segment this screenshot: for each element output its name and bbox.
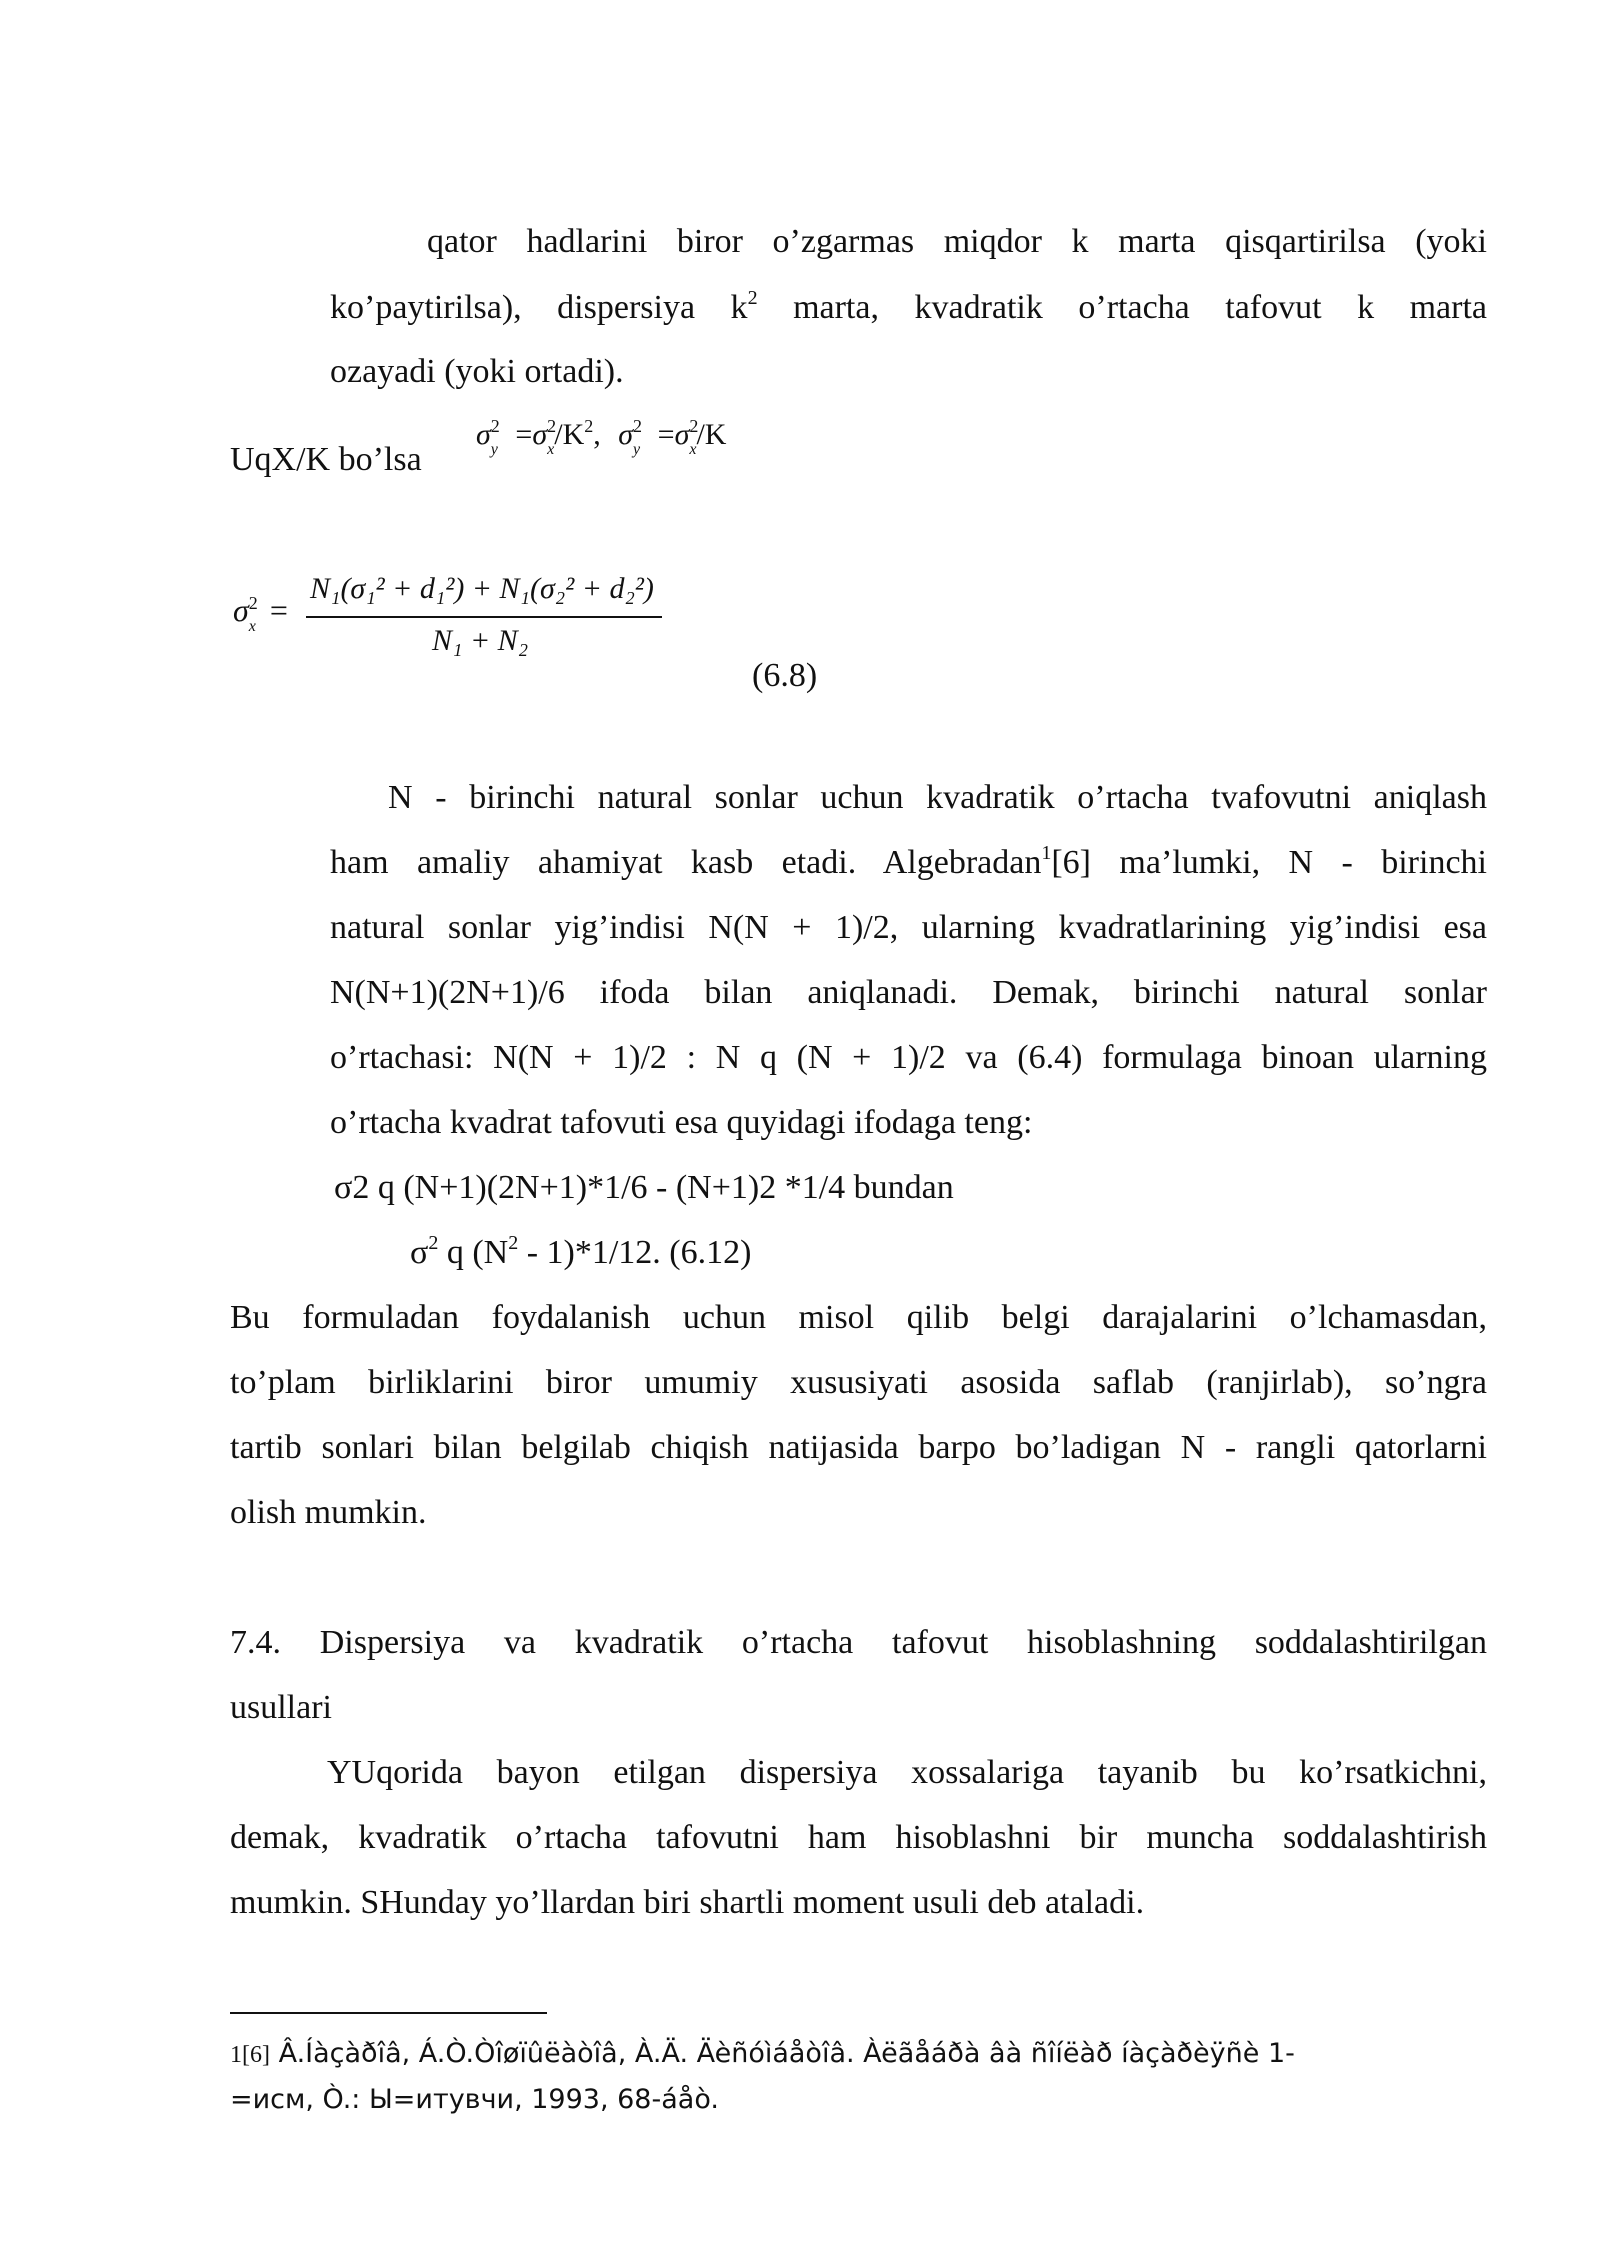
paragraph-line: olish mumkin. [230,1494,427,1531]
paragraph-line [330,288,1487,328]
paragraph-line: N(N+1)(2N+1)/6 ifoda bilan aniqlanadi. Demak, birinchi natural sonlar [330,974,1487,1011]
paragraph-line: o’rtacha kvadrat tafovuti esa quyidagi ifodaga teng: [330,1104,1033,1141]
text-run: ko’paytirilsa), dispersiya k [330,289,748,326]
paragraph-line: qator hadlarini biror o’zgarmas miqdor k marta qisqartirilsa (yoki [427,223,1487,260]
text-run: [6] ma’lumki, N - birinchi [1051,844,1487,881]
formula-numerator: N₁(σ₁² + d₁²) + N₁(σ₂² + d₂²) [310,572,654,605]
footnote-reference[interactable]: 1 [1041,842,1052,864]
paragraph-line: o’rtachasi: N(N + 1)/2 : N q (N + 1)/2 va (6.4) formulaga binoan ularning [330,1039,1487,1076]
text-run: marta, kvadratik o’rtacha tafovut k marta [757,289,1488,326]
text-run: q (N [438,1234,509,1271]
superscript: 2 [747,287,758,309]
fraction-bar [306,616,662,618]
paragraph-line [330,843,1487,883]
paragraph-line: YUqorida bayon etilgan dispersiya xossalariga tayanib bu ko’rsatkichni, [327,1754,1487,1791]
section-heading: 7.4. Dispersiya va kvadratik o’rtacha tafovut hisoblashning soddalashtirilgan [230,1624,1487,1661]
paragraph-line: ozayadi (yoki ortadi). [330,353,624,390]
formula-label: UqX/K bo’lsa [230,441,422,478]
text-run: - 1)*1/12. (6.12) [518,1234,752,1271]
superscript: 2 [508,1232,519,1254]
text-run: ham amaliy ahamiyat kasb etadi. Algebradan [330,844,1042,881]
paragraph-line: N - birinchi natural sonlar uchun kvadratik o’rtacha tvafovutni aniqlash [388,779,1487,816]
text-run: σ [410,1234,429,1271]
formula-line: σ2 q (N+1)(2N+1)*1/6 - (N+1)2 *1/4 bundan [334,1169,954,1206]
section-heading: usullari [230,1689,332,1726]
paragraph-line: natural sonlar yig’indisi N(N + 1)/2, ularning kvadratlarining yig’indisi esa [330,909,1487,946]
paragraph-line: demak, kvadratik o’rtacha tafovutni ham hisoblashni bir muncha soddalashtirish [230,1819,1487,1856]
equation-number: (6.8) [752,657,818,694]
footnote-mark: 1[6] [230,2042,270,2068]
paragraph-line: to’plam birliklarini biror umumiy xususiyati asosida saflab (ranjirlab), so’ngra [230,1364,1487,1401]
footnote-text: Â.Íàçàðîâ, Á.Ò.Òîøïûëàòîâ, À.Ä. Äèñóìáåòîâ. Àëãåáðà âà ñîíëàð íàçàðèÿñè 1- [269,2038,1295,2069]
variance-scaling-formula: $\sigma^2_y =\sigma^2_x/K^2$, $\sigma^2_y =\sigma^2_x/K$ [476,416,727,458]
formula-denominator: N₁ + N₂ [432,624,529,657]
footnote-line: =исм, Ò.: Ы=итувчи, 1993, 68-áåò. [230,2084,719,2115]
footnote-line [230,2034,1295,2075]
paragraph-line: Bu formuladan foydalanish uchun misol qilib belgi darajalarini o’lchamasdan, [230,1299,1487,1336]
paragraph-line: mumkin. SHunday yo’llardan biri shartli moment usuli deb ataladi. [230,1884,1145,1921]
pooled-variance-formula-lhs: $\sigma^2_x$ = [233,592,288,635]
footnote-separator [230,2012,547,2014]
superscript: 2 [428,1232,439,1254]
paragraph-line: tartib sonlari bilan belgilab chiqish natijasida barpo bo’ladigan N - rangli qatorlarni [230,1429,1487,1466]
formula-line [410,1233,751,1273]
